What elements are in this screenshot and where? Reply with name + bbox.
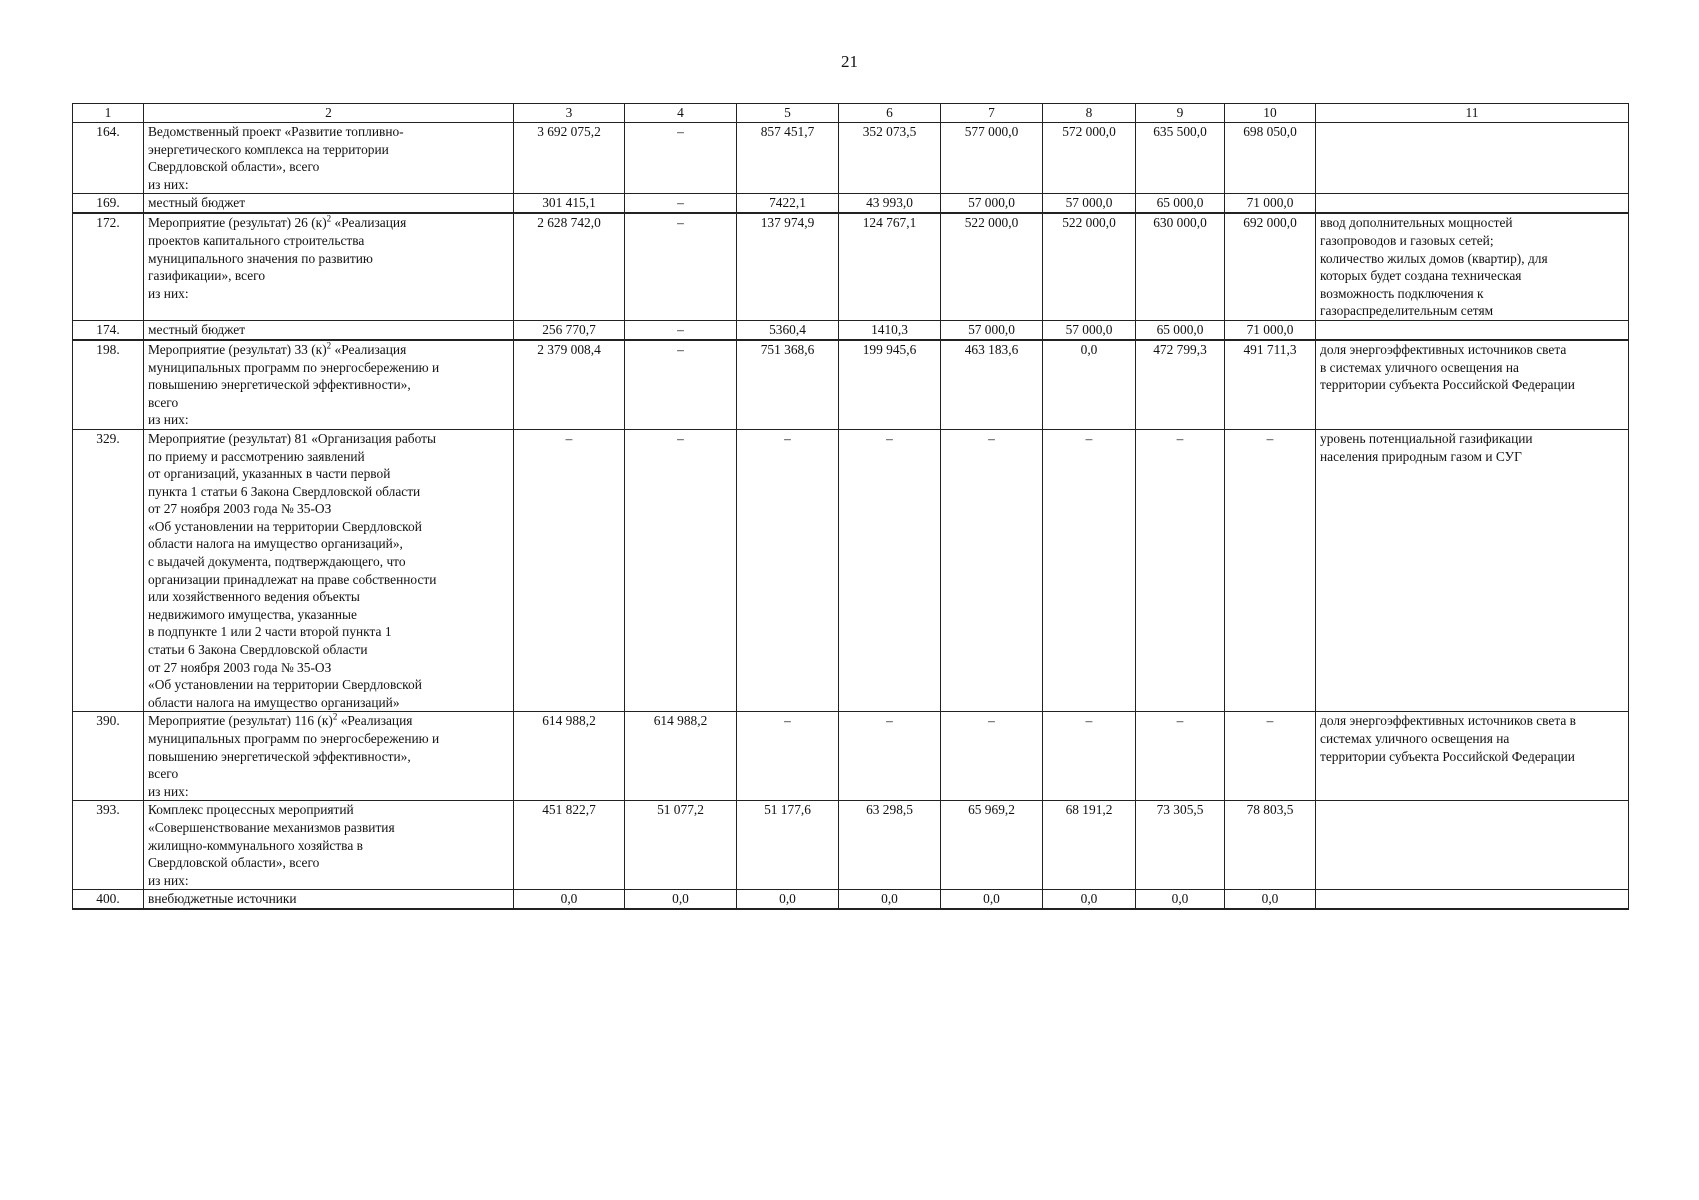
row-name-line: от 27 ноября 2003 года № 35-ОЗ: [148, 501, 332, 517]
value-cell: –: [1136, 429, 1225, 712]
row-name-line: Комплекс процессных мероприятий: [148, 802, 354, 818]
result-indicator-cell: [1316, 890, 1629, 910]
row-name-line: местный бюджет: [148, 321, 246, 337]
result-indicator-line: количество жилых домов (квартир), для: [1320, 250, 1548, 266]
row-name-line: «Об установлении на территории Свердловской: [148, 518, 422, 534]
value-cell: 522 000,0: [1043, 213, 1136, 320]
column-number-cell: 10: [1225, 104, 1316, 123]
budget-table: [72, 103, 1629, 910]
value-cell: 577 000,0: [941, 123, 1043, 194]
footnote-mark: 2: [332, 711, 338, 722]
row-name-line: «Реализация: [340, 713, 413, 729]
row-name-line: «Совершенствование механизмов развития: [148, 819, 395, 835]
row-name-line: всего: [148, 766, 179, 782]
row-name-line: проектов капитального строительства: [148, 232, 365, 248]
table-row: [73, 890, 1629, 910]
row-number: 400.: [73, 890, 144, 910]
value-cell: 0,0: [941, 890, 1043, 910]
value-cell: 73 305,5: [1136, 801, 1225, 890]
row-name-line: области налога на имущество организаций»: [148, 694, 400, 710]
value-cell: –: [941, 712, 1043, 801]
value-cell: 698 050,0: [1225, 123, 1316, 194]
value-cell: 2 628 742,0: [514, 213, 625, 320]
value-cell: –: [839, 712, 941, 801]
result-indicator-line: системах уличного освещения на: [1320, 731, 1510, 746]
row-name-line: из них:: [148, 783, 189, 799]
value-cell: 7422,1: [737, 194, 839, 214]
result-indicator-cell: [1316, 340, 1629, 429]
value-cell: 1410,3: [839, 320, 941, 340]
value-cell: –: [625, 320, 737, 340]
value-cell: 0,0: [1043, 340, 1136, 429]
value-cell: 463 183,6: [941, 340, 1043, 429]
row-name-line: «Реализация: [334, 341, 407, 357]
result-indicator-line: газораспределительным сетям: [1320, 303, 1494, 319]
value-cell: –: [941, 429, 1043, 712]
value-cell: –: [625, 340, 737, 429]
value-cell: 57 000,0: [1043, 320, 1136, 340]
value-cell: –: [1043, 712, 1136, 801]
column-number-cell: 4: [625, 104, 737, 123]
footnote-mark: 2: [326, 340, 332, 351]
result-indicator-line: территории субъекта Российской Федерации: [1320, 377, 1575, 393]
table-row: [73, 320, 1629, 340]
row-number: 393.: [73, 801, 144, 890]
row-name-line: повышению энергетической эффективности»,: [148, 748, 411, 764]
result-indicator-line: возможность подключения к: [1320, 285, 1484, 301]
value-cell: 137 974,9: [737, 213, 839, 320]
row-name-prefix: Мероприятие (результат) 26 (к): [148, 215, 327, 231]
row-name: [144, 712, 514, 801]
column-number-cell: 2: [144, 104, 514, 123]
row-name-line: в подпункте 1 или 2 части второй пункта 1: [148, 624, 392, 640]
row-name-line: области налога на имущество организаций»,: [148, 536, 403, 552]
result-indicator-line: которых будет создана техническая: [1320, 268, 1522, 284]
result-indicator-cell: [1316, 429, 1629, 712]
row-name-line: газификации», всего: [148, 268, 266, 284]
result-indicator-cell: [1316, 123, 1629, 194]
table-row: [73, 801, 1629, 890]
value-cell: 352 073,5: [839, 123, 941, 194]
table-row: [73, 213, 1629, 320]
value-cell: 5360,4: [737, 320, 839, 340]
value-cell: –: [625, 429, 737, 712]
value-cell: 0,0: [1043, 890, 1136, 910]
row-name-line: пункта 1 статьи 6 Закона Свердловской области: [148, 483, 421, 499]
value-cell: 857 451,7: [737, 123, 839, 194]
row-name-line: от организаций, указанных в части первой: [148, 466, 391, 482]
value-cell: 491 711,3: [1225, 340, 1316, 429]
value-cell: –: [625, 194, 737, 214]
row-name: [144, 801, 514, 890]
value-cell: 635 500,0: [1136, 123, 1225, 194]
value-cell: –: [1136, 712, 1225, 801]
value-cell: 71 000,0: [1225, 320, 1316, 340]
value-cell: 614 988,2: [625, 712, 737, 801]
row-name-line: от 27 ноября 2003 года № 35-ОЗ: [148, 659, 332, 675]
column-number-cell: 1: [73, 104, 144, 123]
result-indicator-line: доля энергоэффективных источников света: [1320, 341, 1567, 357]
result-indicator-cell: [1316, 213, 1629, 320]
row-name: [144, 890, 514, 910]
row-name-line: Мероприятие (результат) 81 «Организация работы: [148, 430, 436, 446]
row-name-line: внебюджетные источники: [148, 891, 297, 907]
value-cell: 572 000,0: [1043, 123, 1136, 194]
row-name: [144, 429, 514, 712]
table-row: [73, 123, 1629, 194]
result-indicator-cell: [1316, 194, 1629, 214]
value-cell: 57 000,0: [941, 320, 1043, 340]
result-indicator-line: территории субъекта Российской Федерации: [1320, 748, 1575, 764]
value-cell: –: [1225, 429, 1316, 712]
value-cell: –: [737, 429, 839, 712]
column-number-cell: 3: [514, 104, 625, 123]
row-name-line: из них:: [148, 412, 189, 428]
column-number-row: [73, 104, 1629, 123]
value-cell: 63 298,5: [839, 801, 941, 890]
value-cell: –: [1225, 712, 1316, 801]
table-row: [73, 429, 1629, 712]
value-cell: 3 692 075,2: [514, 123, 625, 194]
value-cell: 751 368,6: [737, 340, 839, 429]
value-cell: 57 000,0: [1043, 194, 1136, 214]
row-name: [144, 340, 514, 429]
value-cell: 2 379 008,4: [514, 340, 625, 429]
row-name-prefix: Мероприятие (результат) 33 (к): [148, 341, 327, 357]
footnote-mark: 2: [326, 213, 332, 224]
value-cell: 256 770,7: [514, 320, 625, 340]
row-name-line: недвижимого имущества, указанные: [148, 606, 357, 622]
value-cell: 472 799,3: [1136, 340, 1225, 429]
row-name-line: «Об установлении на территории Свердловской: [148, 677, 422, 693]
value-cell: –: [625, 123, 737, 194]
value-cell: –: [625, 213, 737, 320]
value-cell: 692 000,0: [1225, 213, 1316, 320]
value-cell: –: [1043, 429, 1136, 712]
value-cell: 0,0: [737, 890, 839, 910]
row-name-line: жилищно-коммунального хозяйства в: [148, 837, 363, 853]
value-cell: 0,0: [839, 890, 941, 910]
row-number: 172.: [73, 213, 144, 320]
row-name-line: из них:: [148, 872, 189, 888]
value-cell: 51 177,6: [737, 801, 839, 890]
column-number-cell: 6: [839, 104, 941, 123]
column-number-cell: 7: [941, 104, 1043, 123]
value-cell: 614 988,2: [514, 712, 625, 801]
value-cell: 68 191,2: [1043, 801, 1136, 890]
value-cell: –: [737, 712, 839, 801]
row-number: 198.: [73, 340, 144, 429]
result-indicator-cell: [1316, 320, 1629, 340]
result-indicator-line: доля энергоэффективных источников света в: [1320, 713, 1577, 729]
value-cell: 301 415,1: [514, 194, 625, 214]
row-name-line: статьи 6 Закона Свердловской области: [148, 642, 368, 658]
value-cell: 0,0: [1136, 890, 1225, 910]
value-cell: 57 000,0: [941, 194, 1043, 214]
result-indicator-cell: [1316, 712, 1629, 801]
result-indicator-cell: [1316, 801, 1629, 890]
value-cell: 0,0: [514, 890, 625, 910]
row-number: 174.: [73, 320, 144, 340]
row-name-line: из них:: [148, 176, 189, 192]
row-name-line: повышению энергетической эффективности»,: [148, 377, 411, 393]
row-name-line: с выдачей документа, подтверждающего, что: [148, 554, 406, 570]
result-indicator-line: уровень потенциальной газификации: [1320, 430, 1533, 446]
value-cell: 65 000,0: [1136, 194, 1225, 214]
value-cell: 522 000,0: [941, 213, 1043, 320]
row-name-line: «Реализация: [334, 215, 407, 231]
row-name-line: по приему и рассмотрению заявлений: [148, 448, 365, 464]
table-row: [73, 712, 1629, 801]
value-cell: 51 077,2: [625, 801, 737, 890]
value-cell: 65 969,2: [941, 801, 1043, 890]
value-cell: –: [514, 429, 625, 712]
value-cell: 43 993,0: [839, 194, 941, 214]
row-name: [144, 194, 514, 214]
row-name: [144, 320, 514, 340]
value-cell: 630 000,0: [1136, 213, 1225, 320]
row-name-prefix: Мероприятие (результат) 116 (к): [148, 713, 333, 729]
value-cell: 78 803,5: [1225, 801, 1316, 890]
row-number: 329.: [73, 429, 144, 712]
value-cell: 0,0: [625, 890, 737, 910]
row-name-line: муниципального значения по развитию: [148, 250, 373, 266]
value-cell: 451 822,7: [514, 801, 625, 890]
table-row: [73, 340, 1629, 429]
row-name-line: или хозяйственного ведения объекты: [148, 589, 360, 605]
result-indicator-line: населения природным газом и СУГ: [1320, 448, 1522, 464]
row-name-line: муниципальных программ по энергосбережению и: [148, 731, 440, 746]
row-number: 169.: [73, 194, 144, 214]
value-cell: 71 000,0: [1225, 194, 1316, 214]
row-name-line: Свердловской области», всего: [148, 855, 320, 871]
row-number: 390.: [73, 712, 144, 801]
value-cell: –: [839, 429, 941, 712]
row-name-line: из них:: [148, 285, 189, 301]
column-number-cell: 11: [1316, 104, 1629, 123]
result-indicator-line: газопроводов и газовых сетей;: [1320, 232, 1494, 248]
value-cell: 0,0: [1225, 890, 1316, 910]
result-indicator-line: ввод дополнительных мощностей: [1320, 215, 1513, 231]
value-cell: 65 000,0: [1136, 320, 1225, 340]
row-name-line: энергетического комплекса на территории: [148, 141, 389, 157]
column-number-cell: 5: [737, 104, 839, 123]
column-number-cell: 9: [1136, 104, 1225, 123]
table-row: [73, 194, 1629, 214]
row-name-line: организации принадлежат на праве собственности: [148, 571, 437, 587]
row-name: [144, 123, 514, 194]
row-name-line: муниципальных программ по энергосбережению и: [148, 359, 440, 375]
page-number: 21: [841, 52, 858, 71]
result-indicator-line: в системах уличного освещения на: [1320, 359, 1520, 375]
value-cell: 124 767,1: [839, 213, 941, 320]
row-name-line: всего: [148, 394, 179, 410]
row-number: 164.: [73, 123, 144, 194]
row-name: [144, 213, 514, 320]
row-name-line: Ведомственный проект «Развитие топливно-: [148, 124, 404, 139]
row-name-line: Свердловской области», всего: [148, 159, 320, 175]
row-name-line: местный бюджет: [148, 195, 246, 211]
value-cell: 199 945,6: [839, 340, 941, 429]
column-number-cell: 8: [1043, 104, 1136, 123]
